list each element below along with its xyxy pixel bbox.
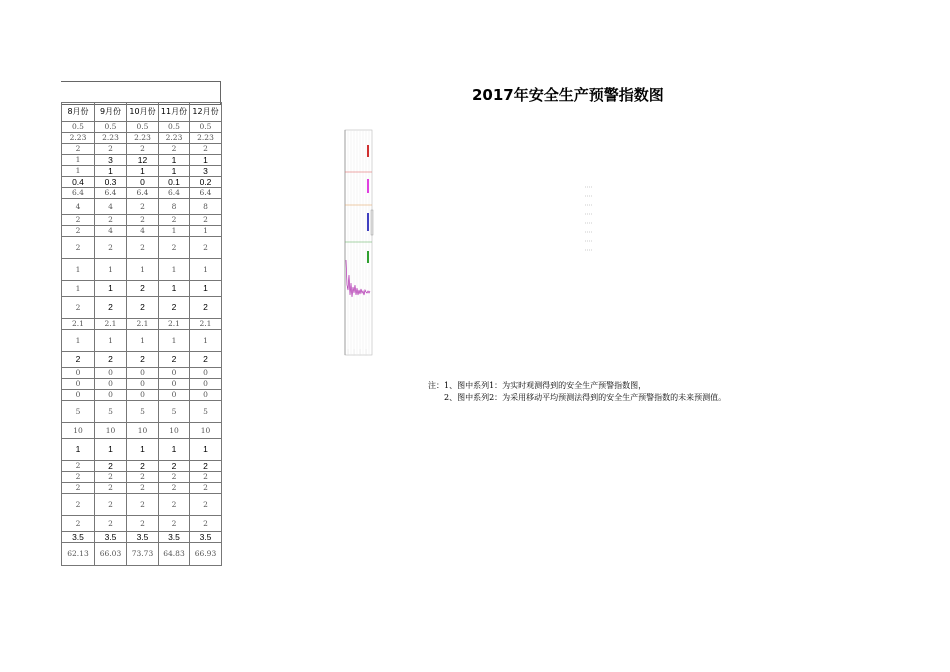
- table-cell: 2: [127, 352, 159, 368]
- table-cell: 66.93: [190, 543, 222, 566]
- table-cell: 1: [159, 166, 190, 177]
- table-cell: 2: [159, 144, 190, 155]
- table-row: [62, 368, 222, 379]
- table-row: [62, 281, 222, 297]
- table-cell: 0: [127, 368, 159, 379]
- table-cell: 2: [127, 199, 159, 215]
- table-cell: 66.03: [95, 543, 127, 566]
- note-line-2: 2、图中系列2：为采用移动平均预测法得到的安全生产预警指数的未来预测值。: [444, 392, 727, 402]
- table-cell: 2: [62, 226, 95, 237]
- table-row: [62, 461, 222, 472]
- table-cell: 0: [159, 379, 190, 390]
- chart-band-green: [367, 251, 369, 263]
- table-cell: 2.23: [159, 133, 190, 144]
- table-cell: 2: [159, 237, 190, 259]
- table-cell: 1: [190, 226, 222, 237]
- table-cell: 2.23: [190, 133, 222, 144]
- chart-title: 2017年安全生产预警指数图: [472, 86, 664, 104]
- table-cell: 2: [159, 494, 190, 516]
- table-cell: 2: [127, 144, 159, 155]
- table-cell: 1: [159, 330, 190, 352]
- column-header: 11月份: [159, 103, 190, 122]
- table-cell: 2.1: [62, 319, 95, 330]
- table-row: [62, 439, 222, 461]
- table-cell: 1: [62, 439, 95, 461]
- table-cell: 4: [127, 226, 159, 237]
- table-cell: 2: [62, 472, 95, 483]
- table-cell: 1: [159, 155, 190, 166]
- table-cell: 1: [95, 166, 127, 177]
- table-cell: 3: [190, 166, 222, 177]
- table-cell: 2: [159, 483, 190, 494]
- table-row: [62, 237, 222, 259]
- table-cell: 2: [190, 516, 222, 532]
- chart-legend: [584, 185, 598, 257]
- table-cell: 6.4: [159, 188, 190, 199]
- table-cell: 1: [127, 259, 159, 281]
- table-cell: 5: [127, 401, 159, 423]
- warning-index-chart: [340, 125, 400, 360]
- table-cell: 2: [95, 461, 127, 472]
- table-cell: 2: [159, 461, 190, 472]
- table-row: [62, 472, 222, 483]
- table-row: [62, 215, 222, 226]
- table-row: [62, 155, 222, 166]
- chart-gridlines: [348, 130, 369, 355]
- table-row: [62, 423, 222, 439]
- table-cell: 1: [159, 259, 190, 281]
- table-cell: 2: [62, 461, 95, 472]
- table-cell: 1: [127, 330, 159, 352]
- table-cell: 0.5: [127, 122, 159, 133]
- table-cell: 6.4: [95, 188, 127, 199]
- column-header: 10月份: [127, 103, 159, 122]
- table-cell: 2: [95, 352, 127, 368]
- table-cell: 2: [127, 472, 159, 483]
- table-row: [62, 532, 222, 543]
- table-cell: 0.5: [190, 122, 222, 133]
- table-cell: 2: [95, 144, 127, 155]
- table-cell: 2: [190, 237, 222, 259]
- table-row: [62, 226, 222, 237]
- table-cell: 0: [62, 390, 95, 401]
- table-cell: 12: [127, 155, 159, 166]
- table-cell: 3.5: [190, 532, 222, 543]
- table-cell: 2: [95, 494, 127, 516]
- table-cell: 1: [62, 330, 95, 352]
- table-cell: 2: [190, 483, 222, 494]
- table-cell: 3.5: [62, 532, 95, 543]
- table-cell: 62.13: [62, 543, 95, 566]
- table-cell: 5: [190, 401, 222, 423]
- table-cell: 3.5: [127, 532, 159, 543]
- table-cell: 0: [95, 368, 127, 379]
- table-row: [62, 330, 222, 352]
- table-cell: 1: [190, 259, 222, 281]
- table-cell: 10: [159, 423, 190, 439]
- table-cell: 0: [127, 177, 159, 188]
- chart-band-blue: [367, 213, 369, 231]
- table-cell: 0: [159, 390, 190, 401]
- table-cell: 2: [62, 215, 95, 226]
- table-row: [62, 166, 222, 177]
- table-cell: 0: [190, 379, 222, 390]
- table-cell: 5: [159, 401, 190, 423]
- table-cell: 2.1: [127, 319, 159, 330]
- table-row: [62, 379, 222, 390]
- table-cell: 6.4: [190, 188, 222, 199]
- column-header: 12月份: [190, 103, 222, 122]
- table-cell: 2: [95, 483, 127, 494]
- table-cell: 2: [95, 215, 127, 226]
- table-cell: 2: [190, 297, 222, 319]
- table-cell: 10: [127, 423, 159, 439]
- table-cell: 2: [190, 472, 222, 483]
- table-cell: 0.5: [62, 122, 95, 133]
- chart-series-1: [346, 260, 370, 297]
- table-cell: 2: [62, 483, 95, 494]
- table-cell: 2: [95, 297, 127, 319]
- table-cell: 8: [190, 199, 222, 215]
- table-cell: 2: [62, 494, 95, 516]
- table-cell: 4: [95, 226, 127, 237]
- note-line-1: 注：1、图中系列1：为实时观测得到的安全生产预警指数图，: [428, 381, 647, 390]
- table-cell: 10: [62, 423, 95, 439]
- table-row: [62, 188, 222, 199]
- table-cell: 10: [95, 423, 127, 439]
- table-row: [62, 494, 222, 516]
- table-row: [62, 122, 222, 133]
- table-cell: 0: [159, 368, 190, 379]
- table-cell: 2: [62, 144, 95, 155]
- table-cell: 0: [190, 390, 222, 401]
- table-row: [62, 516, 222, 532]
- table-row: [62, 199, 222, 215]
- table-cell: 6.4: [127, 188, 159, 199]
- table-cell: 3.5: [159, 532, 190, 543]
- table-cell: 2: [159, 297, 190, 319]
- table-cell: 1: [190, 155, 222, 166]
- chart-notes: [428, 380, 726, 403]
- chart-band-magenta: [367, 179, 369, 193]
- table-cell: 2: [95, 472, 127, 483]
- table-cell: 0: [127, 390, 159, 401]
- table-cell: 1: [159, 281, 190, 297]
- table-cell: 6.4: [62, 188, 95, 199]
- table-cell: 2.23: [127, 133, 159, 144]
- table-cell: 2: [127, 483, 159, 494]
- table-cell: 2: [62, 297, 95, 319]
- table-cell: 1: [95, 330, 127, 352]
- table-cell: 5: [62, 401, 95, 423]
- table-cell: 0: [190, 368, 222, 379]
- table-cell: 2.1: [190, 319, 222, 330]
- table-cell: 1: [190, 330, 222, 352]
- table-cell: 0.3: [95, 177, 127, 188]
- table-cell: 2: [127, 237, 159, 259]
- table-cell: 0: [95, 379, 127, 390]
- table-cell: 2: [190, 352, 222, 368]
- table-cell: 1: [95, 439, 127, 461]
- chart-band-red: [367, 145, 369, 157]
- table-cell: 2: [127, 494, 159, 516]
- table-cell: 0.1: [159, 177, 190, 188]
- table-row: [62, 390, 222, 401]
- table-cell: 2: [62, 516, 95, 532]
- table-cell: 1: [62, 281, 95, 297]
- table-row: [62, 401, 222, 423]
- table-cell: 2: [127, 461, 159, 472]
- table-cell: 0: [95, 390, 127, 401]
- table-cell: 0.5: [95, 122, 127, 133]
- indicator-table: [61, 102, 222, 566]
- table-cell: 0: [127, 379, 159, 390]
- table-cell: 2.23: [62, 133, 95, 144]
- table-row: [62, 543, 222, 566]
- table-cell: 1: [62, 155, 95, 166]
- table-cell: 2: [159, 352, 190, 368]
- table-cell: 1: [95, 259, 127, 281]
- table-cell: 1: [190, 281, 222, 297]
- table-cell: 3.5: [95, 532, 127, 543]
- table-row: [62, 483, 222, 494]
- table-cell: 2: [95, 516, 127, 532]
- table-cell: 1: [127, 439, 159, 461]
- table-cell: 2: [127, 281, 159, 297]
- table-cell: 2: [127, 297, 159, 319]
- table-cell: 2: [159, 215, 190, 226]
- table-row: [62, 259, 222, 281]
- table-cell: 5: [95, 401, 127, 423]
- table-cell: 2: [127, 215, 159, 226]
- table-cell: 1: [159, 226, 190, 237]
- table-row: [62, 144, 222, 155]
- table-cell: 2: [62, 352, 95, 368]
- table-cell: 1: [62, 259, 95, 281]
- table-cell: 0.2: [190, 177, 222, 188]
- table-cell: 73.73: [127, 543, 159, 566]
- table-cell: 8: [159, 199, 190, 215]
- table-row: [62, 133, 222, 144]
- table-cell: 2: [95, 237, 127, 259]
- table-row: [62, 319, 222, 330]
- table-cell: 0.5: [159, 122, 190, 133]
- table-cell: 2.1: [95, 319, 127, 330]
- column-header: 9月份: [95, 103, 127, 122]
- chart-plot-area: [345, 130, 372, 355]
- table-cell: 2: [159, 472, 190, 483]
- table-cell: 3: [95, 155, 127, 166]
- table-cell: 2: [62, 237, 95, 259]
- table-cell: 2: [190, 144, 222, 155]
- table-cell: 64.83: [159, 543, 190, 566]
- table-cell: 2.23: [95, 133, 127, 144]
- table-cell: 1: [95, 281, 127, 297]
- table-cell: 2: [190, 494, 222, 516]
- column-header: 8月份: [62, 103, 95, 122]
- table-cell: 2: [159, 516, 190, 532]
- table-row: [62, 352, 222, 368]
- table-cell: 1: [159, 439, 190, 461]
- table-cell: 1: [190, 439, 222, 461]
- table-cell: 1: [127, 166, 159, 177]
- table-cell: 10: [190, 423, 222, 439]
- table-cell: 2: [127, 516, 159, 532]
- table-cell: 2: [190, 215, 222, 226]
- table-cell: 2.1: [159, 319, 190, 330]
- table-cell: 0.4: [62, 177, 95, 188]
- table-cell: 4: [95, 199, 127, 215]
- table-cell: 1: [62, 166, 95, 177]
- table-cell: 2: [190, 461, 222, 472]
- table-row: [62, 297, 222, 319]
- table-row: [62, 177, 222, 188]
- table-cell: 0: [62, 379, 95, 390]
- table-cell: 4: [62, 199, 95, 215]
- table-cell: 0: [62, 368, 95, 379]
- table-header-row: [62, 103, 222, 122]
